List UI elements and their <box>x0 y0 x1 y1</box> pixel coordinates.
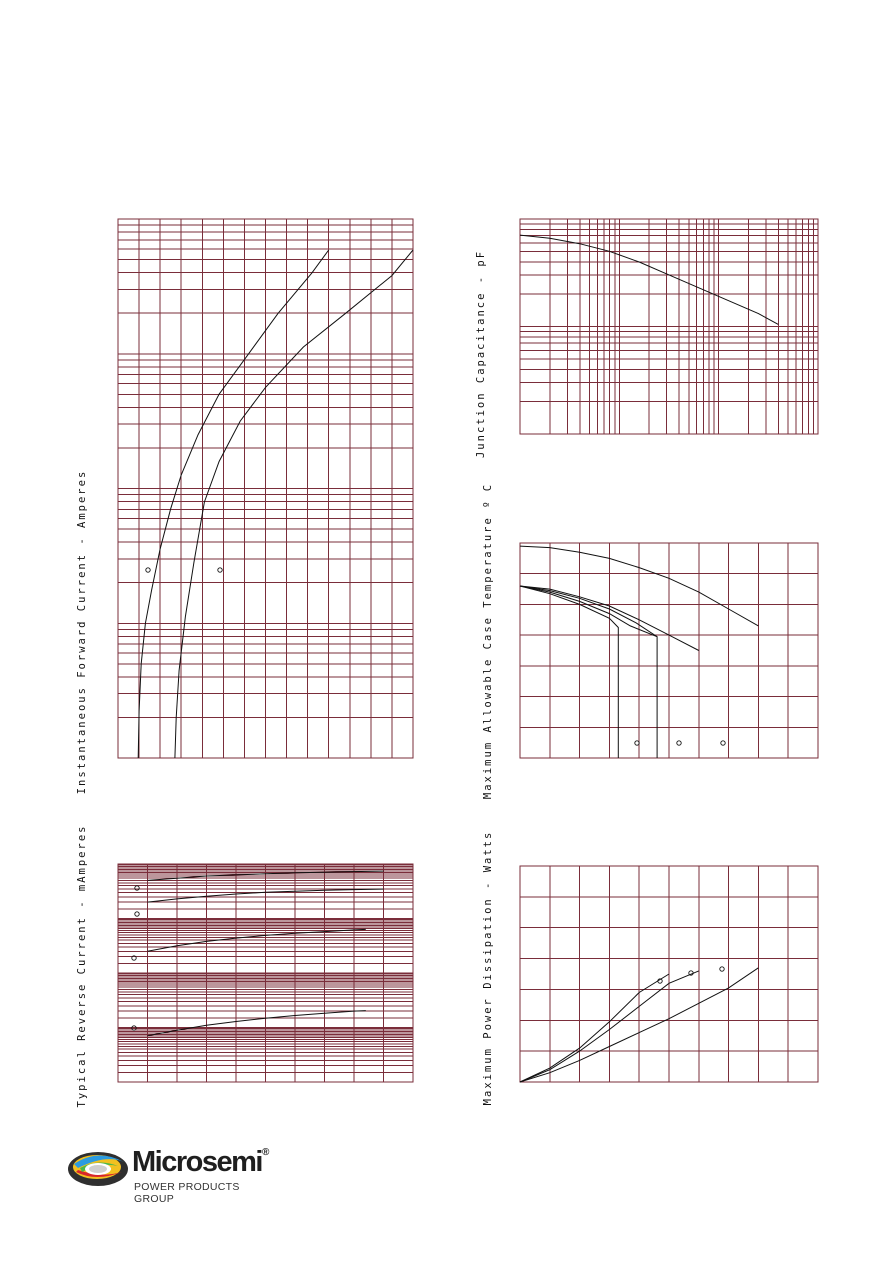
series-curve-1 <box>520 974 669 1082</box>
curve-marker-3 <box>721 741 725 745</box>
series-curve-3 <box>520 586 657 637</box>
forward-current-chart <box>118 219 413 758</box>
curve-marker-2 <box>218 568 222 572</box>
junction-capacitance-ylabel: Junction Capacitance - pF <box>475 249 487 459</box>
curve-marker-2 <box>677 741 681 745</box>
curve-marker-1 <box>135 886 139 890</box>
series-curve-1 <box>138 250 329 758</box>
power-dissipation-chart <box>520 866 818 1082</box>
logo-tagline: POWER PRODUCTS GROUP <box>134 1181 240 1205</box>
case-temperature-ylabel: Maximum Allowable Case Temperature º C <box>482 482 494 800</box>
reverse-current-ylabel: Typical Reverse Current - mAmperes <box>76 824 88 1108</box>
junction-capacitance-chart <box>520 219 818 434</box>
curve-marker-3 <box>720 967 724 971</box>
case-temperature-chart <box>520 543 818 758</box>
reverse-current-chart <box>118 864 413 1082</box>
forward-current-ylabel: Instantaneous Forward Current - Amperes <box>76 469 88 795</box>
series-curve-4 <box>148 1011 366 1036</box>
microsemi-logo <box>66 1146 276 1205</box>
curve-marker-2 <box>135 912 139 916</box>
power-dissipation-ylabel: Maximum Power Dissipation - Watts <box>482 830 494 1106</box>
series-curve-2 <box>175 250 413 758</box>
curve-marker-1 <box>635 741 639 745</box>
series-curve-5 <box>520 586 618 758</box>
curve-marker-1 <box>146 568 150 572</box>
logo-wordmark: Microsemi <box>132 1146 262 1178</box>
series-curve-4 <box>520 586 657 758</box>
logo-registered-mark: ® <box>261 1147 270 1158</box>
microsemi-globe-icon <box>66 1148 130 1190</box>
